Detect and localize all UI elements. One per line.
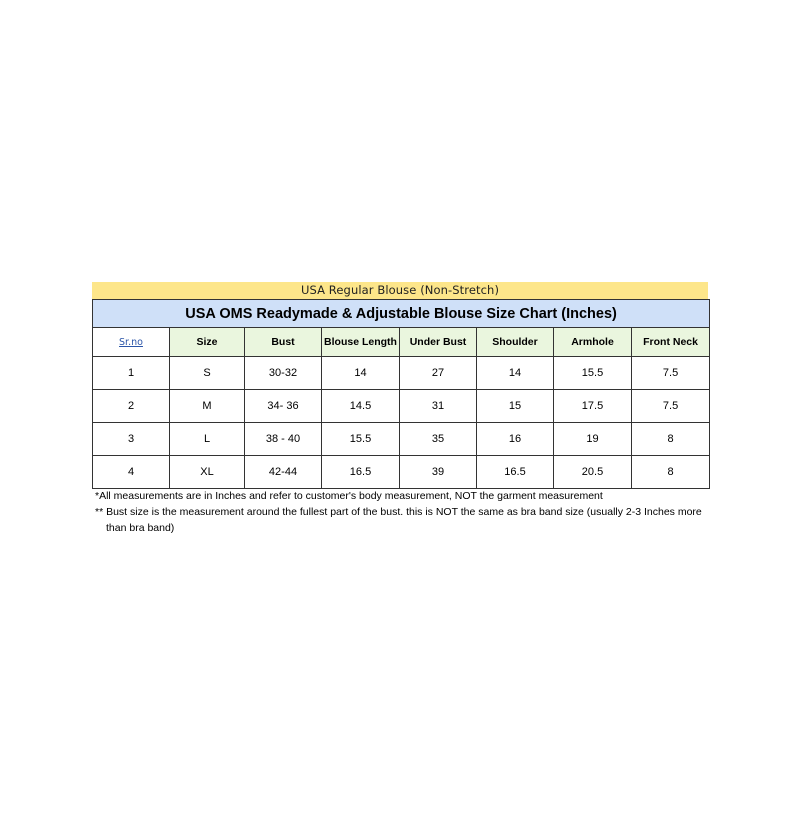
header-shoulder: Shoulder [477, 328, 554, 357]
cell-blouse-length: 16.5 [322, 456, 400, 489]
cell-under-bust: 31 [400, 390, 477, 423]
cell-under-bust: 39 [400, 456, 477, 489]
cell-front-neck: 7.5 [632, 357, 710, 390]
size-chart [92, 282, 708, 489]
table-header-row [93, 328, 710, 357]
cell-shoulder: 15 [477, 390, 554, 423]
note-line-2: ** Bust size is the measurement around the fullest part of the bust. this is NOT the same as bra band size (usually 2-3 Inches more [95, 506, 702, 518]
cell-bust: 30-32 [245, 357, 322, 390]
cell-size: S [170, 357, 245, 390]
measurement-notes [95, 488, 715, 536]
cell-size: L [170, 423, 245, 456]
header-bust: Bust [245, 328, 322, 357]
cell-blouse-length: 15.5 [322, 423, 400, 456]
cell-shoulder: 16 [477, 423, 554, 456]
cell-armhole: 15.5 [554, 357, 632, 390]
cell-armhole: 17.5 [554, 390, 632, 423]
cell-size: M [170, 390, 245, 423]
cell-blouse-length: 14.5 [322, 390, 400, 423]
table-row [93, 390, 710, 423]
header-size: Size [170, 328, 245, 357]
size-table [92, 299, 710, 489]
cell-under-bust: 35 [400, 423, 477, 456]
note-line-3: than bra band) [106, 522, 175, 534]
cell-bust: 34- 36 [245, 390, 322, 423]
header-under-bust: Under Bust [400, 328, 477, 357]
chart-banner: USA Regular Blouse (Non-Stretch) [92, 282, 708, 299]
cell-front-neck: 8 [632, 456, 710, 489]
table-row [93, 456, 710, 489]
header-srno [93, 328, 170, 357]
cell-srno: 2 [93, 390, 170, 423]
cell-front-neck: 7.5 [632, 390, 710, 423]
cell-bust: 38 - 40 [245, 423, 322, 456]
srno-link[interactable]: Sr.no [119, 337, 143, 348]
cell-blouse-length: 14 [322, 357, 400, 390]
header-front-neck: Front Neck [632, 328, 710, 357]
cell-srno: 4 [93, 456, 170, 489]
header-blouse-length: Blouse Length [322, 328, 400, 357]
cell-srno: 3 [93, 423, 170, 456]
cell-shoulder: 16.5 [477, 456, 554, 489]
table-title: USA OMS Readymade & Adjustable Blouse Size Chart (Inches) [93, 300, 710, 328]
cell-armhole: 19 [554, 423, 632, 456]
cell-bust: 42-44 [245, 456, 322, 489]
cell-under-bust: 27 [400, 357, 477, 390]
cell-shoulder: 14 [477, 357, 554, 390]
table-row [93, 423, 710, 456]
table-row [93, 357, 710, 390]
note-line-1: *All measurements are in Inches and refer to customer's body measurement, NOT the garment measurement [95, 490, 603, 502]
cell-srno: 1 [93, 357, 170, 390]
header-armhole: Armhole [554, 328, 632, 357]
cell-front-neck: 8 [632, 423, 710, 456]
cell-size: XL [170, 456, 245, 489]
table-title-row [93, 300, 710, 328]
cell-armhole: 20.5 [554, 456, 632, 489]
